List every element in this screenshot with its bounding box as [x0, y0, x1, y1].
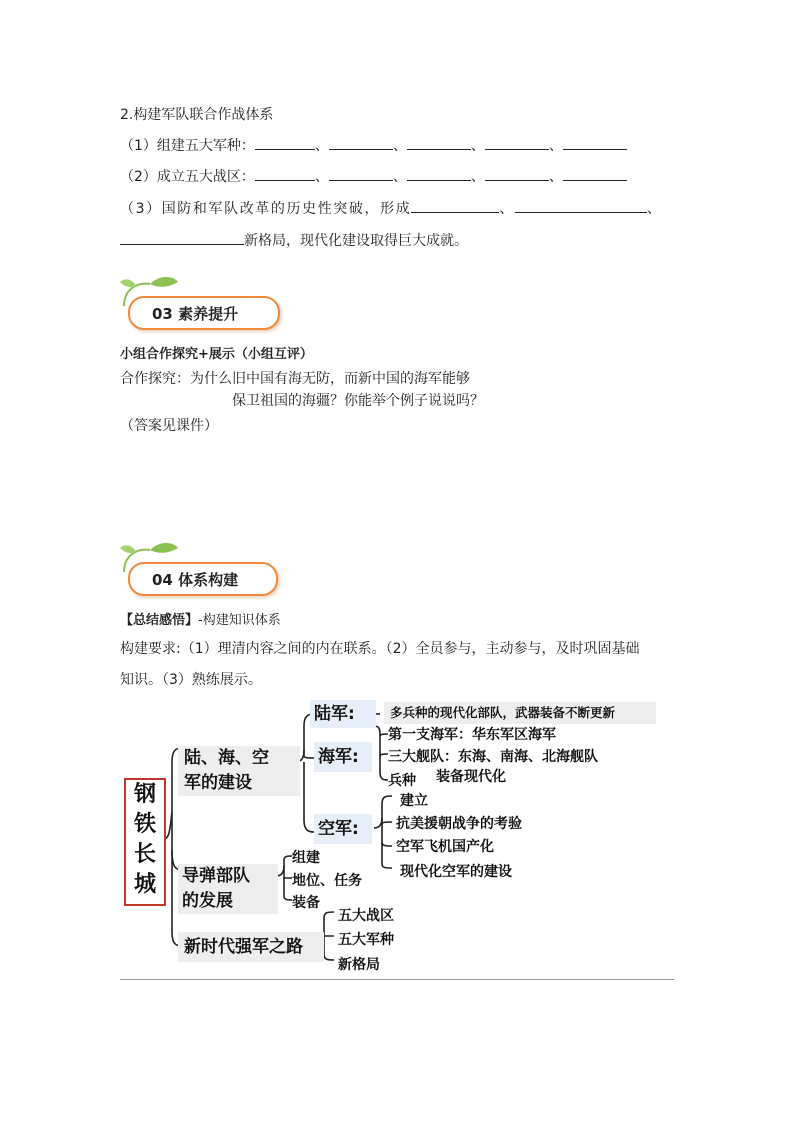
section-03-header: [116, 272, 286, 332]
question-line-1: 合作探究：为什么旧中国有海无防，而新中国的海军能够: [120, 371, 470, 387]
node-army: 陆军:: [310, 700, 376, 728]
fill-label: （2）成立五大战区：: [120, 169, 255, 185]
blank-field[interactable]: [120, 230, 244, 245]
navy-item: 装备现代化: [436, 769, 506, 785]
node-air-force: 空军:: [314, 814, 372, 844]
summary-bracket: 【总结感悟】: [120, 613, 199, 628]
summary-heading: [120, 609, 281, 628]
requirements-line-2: 知识。（3）熟练展示。: [120, 672, 262, 688]
branch-line: 导弹部队: [182, 866, 250, 886]
air-item: 空军飞机国产化: [396, 839, 494, 855]
new-era-item: 新格局: [338, 957, 380, 973]
missile-item: 装备: [292, 895, 320, 911]
section-pill: [128, 562, 278, 596]
section-pill: [128, 296, 280, 330]
branch-line: 陆、海、空: [184, 748, 269, 768]
fill-line-five-services: （1）组建五大军种： 、 、 、 、: [120, 135, 627, 155]
missile-item: 组建: [292, 850, 320, 866]
section-04-header: [116, 538, 286, 598]
fill-label: （1）组建五大军种：: [120, 138, 255, 154]
mind-map: [118, 700, 678, 975]
blank-field[interactable]: [329, 166, 393, 181]
new-era-item: 五大军种: [338, 932, 394, 948]
blank-field[interactable]: [563, 166, 627, 181]
air-item: 现代化空军的建设: [400, 864, 512, 880]
requirements-line-1: 构建要求:（1）理清内容之间的内在联系。（2）全员参与，主动参与，及时巩固基础: [120, 641, 640, 657]
blank-field[interactable]: [515, 198, 647, 213]
blank-field[interactable]: [411, 198, 499, 213]
army-detail: 多兵种的现代化部队，武器装备不断更新: [384, 702, 656, 724]
section-title: 04 体系构建: [152, 571, 239, 589]
blank-field[interactable]: [407, 166, 471, 181]
root-char: 城: [133, 872, 156, 897]
blank-field[interactable]: [329, 135, 393, 150]
blank-field[interactable]: [485, 135, 549, 150]
blank-field[interactable]: [563, 135, 627, 150]
root-char: 铁: [133, 812, 156, 837]
air-item: 建立: [400, 793, 428, 809]
blank-field[interactable]: [485, 166, 549, 181]
fill-line-five-theaters: （2）成立五大战区： 、 、 、 、: [120, 166, 627, 186]
branch-line: 的发展: [182, 891, 233, 911]
section-heading: 2.构建军队联合作战体系: [120, 107, 274, 123]
bottom-divider: [120, 979, 674, 980]
new-era-item: 五大战区: [338, 908, 394, 924]
navy-item: 三大舰队：东海、南海、北海舰队: [388, 749, 598, 765]
blank-field[interactable]: [407, 135, 471, 150]
section-title: 03 素养提升: [152, 305, 239, 323]
branch-new-era: 新时代强军之路: [178, 932, 324, 962]
question-line-2: 保卫祖国的海疆？你能举个例子说说吗？: [232, 393, 484, 409]
branch-missile-force: [178, 864, 278, 914]
branch-line: 军的建设: [184, 773, 252, 793]
root-char: 长: [133, 842, 156, 867]
blank-field[interactable]: [255, 135, 315, 150]
missile-item: 地位、任务: [292, 873, 362, 889]
navy-item: 兵种: [388, 773, 416, 789]
air-item: 抗美援朝战争的考验: [396, 816, 522, 832]
fill-suffix: 新格局，现代化建设取得巨大成就。: [244, 233, 468, 249]
branch-army-navy-air: [178, 746, 300, 796]
mind-map-root: [124, 778, 166, 906]
fill-label: （3）国防和军队改革的历史性突破，形成: [120, 201, 412, 217]
root-char: 钢: [133, 782, 156, 807]
navy-item: 第一支海军：华东军区海军: [388, 727, 556, 743]
fill-line-reform-cont: [120, 230, 468, 250]
fill-line-reform: （3）国防和军队改革的历史性突破，形成 、 、: [120, 198, 663, 218]
blank-field[interactable]: [255, 166, 315, 181]
group-subtitle: 小组合作探究+展示（小组互评）: [120, 347, 313, 362]
node-navy: 海军:: [314, 742, 372, 772]
answer-note: （答案见课件）: [120, 418, 218, 434]
summary-rest: -构建知识体系: [198, 613, 281, 628]
